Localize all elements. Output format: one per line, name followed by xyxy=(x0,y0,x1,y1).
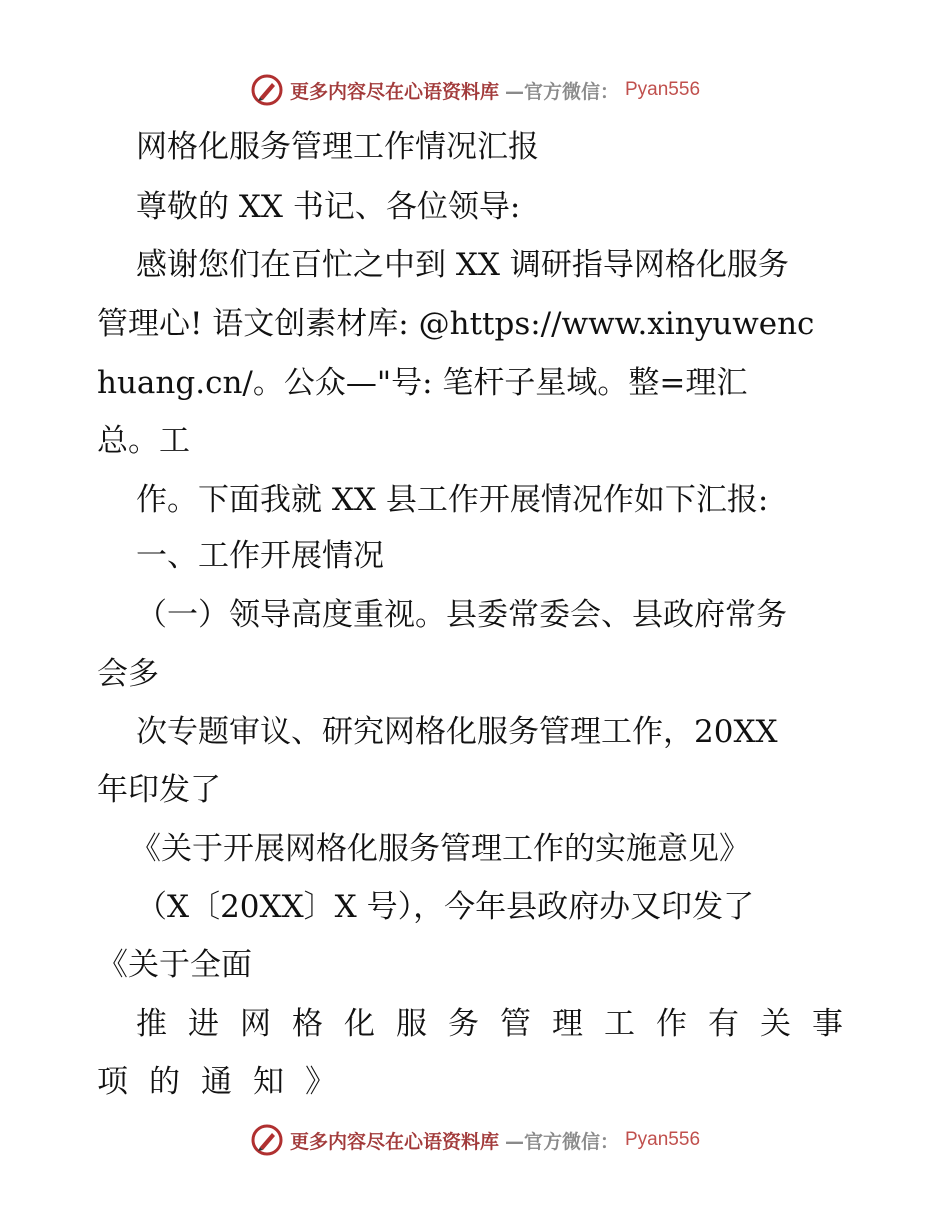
banner-text: 更多内容尽在心语资料库 xyxy=(289,80,499,103)
footer-banner xyxy=(0,1120,950,1160)
paragraph-line: 会多 xyxy=(97,656,159,692)
banner-text: 更多内容尽在心语资料库 xyxy=(289,1130,499,1153)
paragraph-line: （X〔20XX〕X 号），今年县政府办又印发了 xyxy=(136,889,755,925)
paragraph-line: 《关于开展网格化服务管理工作的实施意见》 xyxy=(130,831,750,867)
banner-separator: —官方微信： xyxy=(504,1130,619,1153)
paragraph-line: （一）领导高度重视。县委常委会、县政府常务 xyxy=(136,597,787,633)
paragraph-line: huang.cn/。公众—"号: 笔杆子星域。整=理汇 xyxy=(97,365,748,401)
paragraph-line: 作。下面我就 XX 县工作开展情况作如下汇报: xyxy=(136,482,769,518)
paragraph-line: 总。工 xyxy=(97,423,190,459)
paragraph-line: 次专题审议、研究网格化服务管理工作，20XX xyxy=(136,714,778,750)
paragraph-line: 管理心! 语文创素材库: @https://www.xinyuwenc xyxy=(97,306,815,342)
banner-content xyxy=(250,1123,700,1157)
paragraph-line: 年印发了 xyxy=(97,772,221,808)
banner-wechat-id: Pyan556 xyxy=(625,1129,701,1150)
section-heading: 一、工作开展情况 xyxy=(136,538,384,574)
paragraph-line: 感谢您们在百忙之中到 XX 调研指导网格化服务 xyxy=(136,247,789,283)
paragraph-line: 推进网格化服务管理工作有关事 xyxy=(136,1006,864,1042)
pen-circle-logo-icon xyxy=(250,1123,284,1157)
paragraph-line: 项的通知》 xyxy=(97,1064,357,1100)
banner-wechat-id: Pyan556 xyxy=(625,79,701,100)
banner-separator: —官方微信： xyxy=(504,80,619,103)
salutation: 尊敬的 XX 书记、各位领导: xyxy=(136,189,521,225)
banner-content xyxy=(250,73,700,107)
document-title: 网格化服务管理工作情况汇报 xyxy=(136,129,539,165)
paragraph-line: 《关于全面 xyxy=(97,947,252,983)
header-banner xyxy=(0,70,950,110)
pen-circle-logo-icon xyxy=(250,73,284,107)
